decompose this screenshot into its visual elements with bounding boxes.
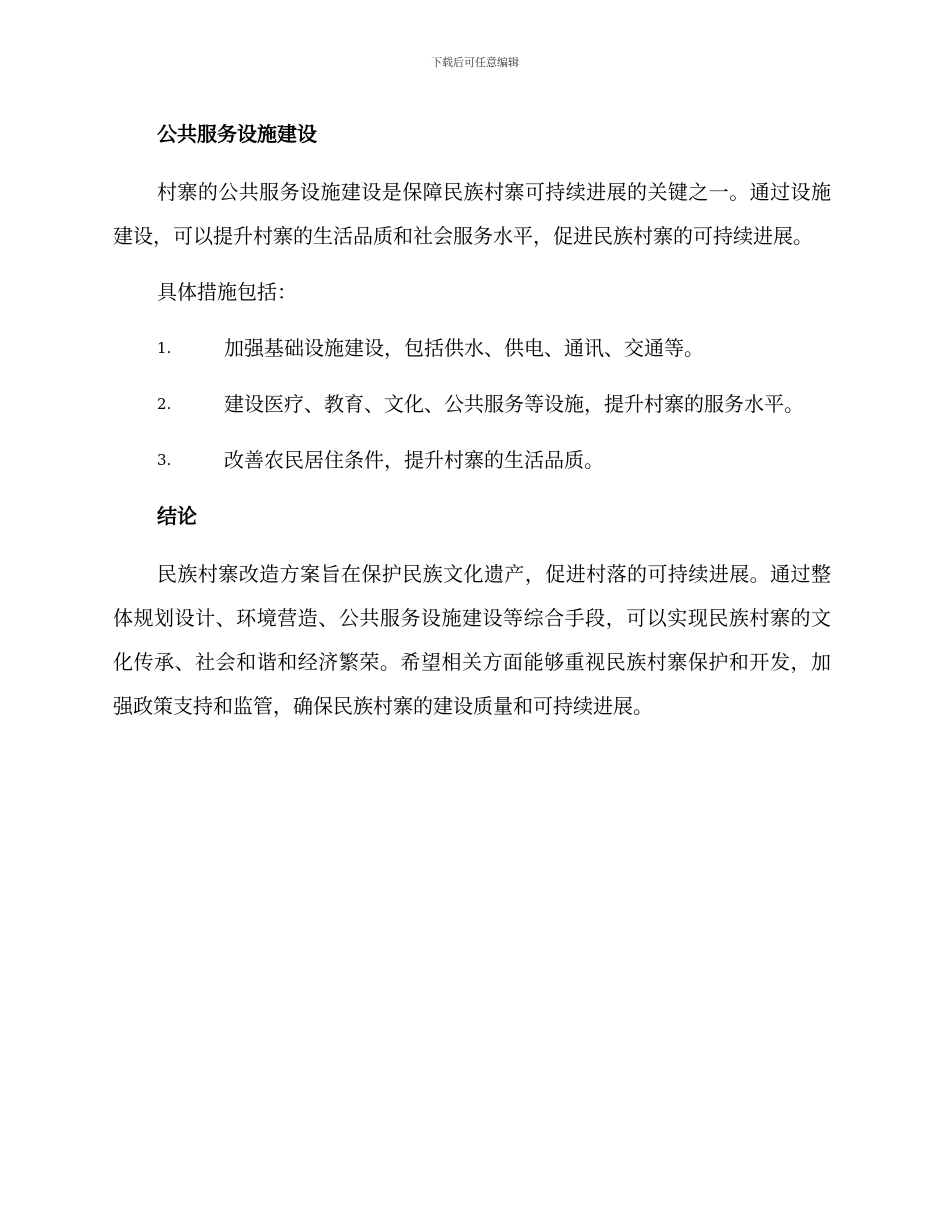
section-intro-paragraph: 村寨的公共服务设施建设是保障民族村寨可持续进展的关键之一。通过设施建设，可以提升村寨的生活品质和社会服务水平，促进民族村寨的可持续进展。: [113, 180, 831, 248]
list-item-text: 改善农民居住条件，提升村寨的生活品质。: [224, 448, 604, 472]
document-body: [113, 112, 831, 740]
measures-label: 具体措施包括：: [157, 280, 297, 304]
conclusion-paragraph: 民族村寨改造方案旨在保护民族文化遗产，促进村落的可持续进展。通过整体规划设计、环境营造、公共服务设施建设等综合手段，可以实现民族村寨的文化传承、社会和谐和经济繁荣。希望相关方面能够重视民族村寨保护和开发，加强政策支持和监管，确保民族村寨的建设质量和可持续进展。: [113, 562, 831, 718]
header-note: 下载后可任意编辑: [431, 56, 519, 69]
list-item-text: 加强基础设施建设，包括供水、供电、通讯、交通等。: [224, 336, 704, 360]
section-heading-public-facilities: 公共服务设施建设: [157, 122, 317, 146]
list-item-number: 1.: [157, 339, 172, 357]
list-item-number: 3.: [157, 451, 172, 469]
section-heading-conclusion: 结论: [157, 504, 197, 528]
list-item-text: 建设医疗、教育、文化、公共服务等设施，提升村寨的服务水平。: [224, 392, 804, 416]
list-item: [113, 382, 831, 426]
list-item: [113, 438, 831, 482]
list-item-number: 2.: [157, 395, 172, 413]
list-item: [113, 326, 831, 370]
